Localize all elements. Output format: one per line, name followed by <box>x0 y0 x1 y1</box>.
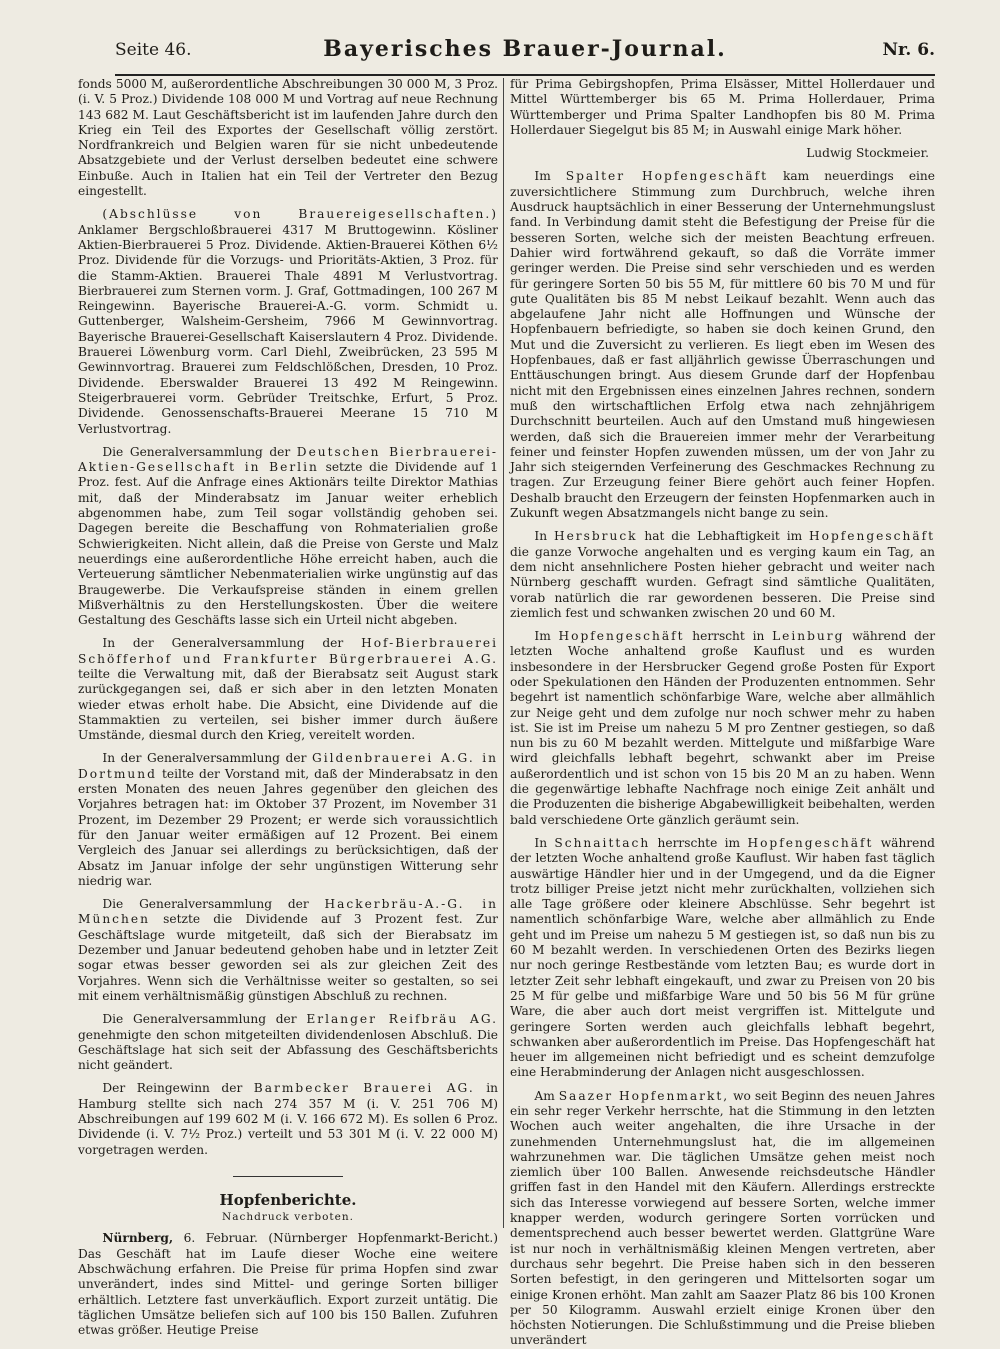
paragraph-text: hat die Lebhaftigkeit im <box>644 529 803 544</box>
article-paragraph: fonds 5000 M, außerordentliche Abschreibungen 30 000 M, 3 Proz. (i. V. 5 Proz.) Dividende 108 000 M und Vortrag auf neue Rechnung 143 682 M. Laut Geschäftsbericht ist im laufenden Jahre durch den Krieg ein Teil des Exportes der Gesellschaft völlig zerstört. Nordfrankreich und Belgien waren für sie nicht unbedeutende Absatzgebiete und der Verlust derselben bedeutet eine schwere Einbuße. Auch in Italien hat ein Teil der Vertreter den Bezug eingestellt. <box>78 77 498 199</box>
paragraph-text: In der Generalversammlung der <box>102 751 307 766</box>
company-name: Gildenbrauerei A.G. in Dortmund <box>78 751 499 781</box>
journal-title: Bayerisches Brauer-Journal. <box>323 36 727 62</box>
paragraph-text: während der letzten Woche anhaltend große Kauflust. Wir haben fast täglich auswärtige Händler hier und in der Umgegend, und da die Eigner trotz billiger Preise jetzt nicht mehr zurückhalten, vollziehen sich alle Tage größere oder kleinere Abschlüsse. Sehr begehrt ist namentlich schönfarbige Ware, welche aber allmählich zu Ende geht und im Preise um nahezu 5 M gestiegen ist, so daß nun bis zu 60 M bezahlt werden. In verschiedenen Orten des Bezirks liegen nur noch geringe Restbestände vom letzten Bau; es wurde dort in letzter Zeit sehr lebhaft eingekauft, und zwar zu Preisen von 20 bis 25 M für gelbe und mißfarbige Ware und 50 bis 56 M für grüne Ware, die aber auch dort meist vergriffen ist. Mittelgute und geringere Sorten werden auch gleichfalls lebhaft begehrt, schwanken aber außerordentlich im Preise. Das Hopfengeschäft hat heuer im allgemeinen nicht befriedigt und es scheint demzufolge eine Herabminderung der Anlagen nicht ausgeschlossen. <box>510 835 935 1080</box>
article-paragraph <box>78 897 498 1004</box>
paragraph-text: Die Generalversammlung der <box>102 1012 297 1027</box>
section-subtitle: Nachdruck verboten. <box>222 1211 354 1224</box>
paragraph-text: Am <box>534 1088 555 1103</box>
paragraph-text: teilte die Verwaltung mit, daß der Bierabsatz seit August stark zurückgegangen sei, daß er sich aber in den letzten Monaten wieder etwas erholt habe. Die Absicht, eine Dividende auf die Stammaktien zu verteilen, sei bisher immer durch äußere Umstände, diesmal durch den Krieg, vereitelt worden. <box>78 666 498 743</box>
left-column <box>78 77 499 1338</box>
article-paragraph <box>78 751 498 889</box>
article-paragraph <box>510 529 935 621</box>
paragraph-text: In <box>534 529 548 544</box>
section-divider <box>233 1176 343 1177</box>
company-name: Hof-Bierbrauerei Schöfferhof und Frankfurter Bürgerbrauerei A.G. <box>78 636 499 666</box>
paragraph-text: Die Generalversammlung der <box>102 897 309 912</box>
market-name: Leinburg <box>772 629 845 644</box>
paragraph-text: Die Generalversammlung der <box>102 444 291 459</box>
section-heading-inline: (Abschlüsse von Brauereigesellschaften.) <box>102 207 498 222</box>
paragraph-text: setzte die Dividende auf 3 Prozent fest. Zur Geschäftslage wurde mitgeteilt, daß sich der Bierabsatz im Dezember und Januar bedeutend gehoben habe und in letzter Zeit sogar etwas besser geworden sei als zur gleichen Zeit des Vorjahres. Wenn sich die Verhältnisse weiter so gestalten, so sei mit einem verhältnismäßig günstigen Abschluß zu rechnen. <box>78 912 499 1003</box>
market-name: Spalter Hopfengeschäft <box>565 169 769 184</box>
paragraph-text: genehmigte den schon mitgeteilten dividendenlosen Abschluß. Die Geschäftslage hat sich seit der Abfassung des Geschäftsberichts nicht geändert. <box>78 1027 498 1073</box>
market-name: Hopfengeschäft <box>558 629 685 644</box>
article-paragraph <box>78 636 498 743</box>
issue-number: Nr. 6. <box>882 40 935 60</box>
paragraph-text: In der Generalversammlung der <box>102 636 344 651</box>
market-name: Schnaittach <box>554 835 651 850</box>
company-name: Deutschen Bierbrauerei-Aktien-Gesellschaft in Berlin <box>78 444 498 475</box>
article-paragraph <box>78 1231 498 1338</box>
paragraph-text: setzte die Dividende auf 1 Proz. fest. Auf die Anfrage eines Aktionärs teilte Direktor Mathias mit, daß der Minderabsatz im Januar weiter erheblich abgenommen habe, zum Teil sogar vollständig gehoben sei. Dagegen bereite die Beschaffung von Rohmaterialien große Schwierigkeiten. Nicht allein, daß die Preise von Gerste und Malz neuerdings eine außerordentliche Höhe erreicht haben, auch die Verteuerung sämtlicher Nebenmaterialien wirke ungünstig auf das Braugewerbe. Die Verkaufspreise ständen in einem grellen Mißverhältnis zu den Herstellungskosten. Über die weitere Gestaltung des Geschäfts lasse sich ein Urteil nicht abgeben. <box>78 460 498 628</box>
article-paragraph <box>510 629 935 828</box>
page-number: Seite 46. <box>115 40 192 60</box>
article-paragraph <box>510 836 935 1081</box>
paragraph-text: teilte der Vorstand mit, daß der Minderabsatz in den ersten Monaten des neuen Jahres gegenüber den gleichen des Vorjahres betragen hat: im Oktober 37 Prozent, im November 31 Prozent, im Dezember 29 Prozent; er werde sich voraussichtlich für den Januar weiter ermäßigen auf 12 Prozent. Bei einem Vergleich des Januar sei allerdings zu berücksichtigen, daß der Absatz im Januar infolge der sehr ungünstigen Witterung sehr niedrig war. <box>78 766 499 888</box>
article-paragraph: für Prima Gebirgshopfen, Prima Elsässer, Mittel Hollerdauer und Mittel Württemberger bis 65 M. Prima Hollerdauer, Prima Württemberger und Prima Spalter Landhopfen bis 80 M. Prima Hollerdauer Siegelgut bis 85 M; in Auswahl einige Mark höher. <box>510 77 935 137</box>
right-column <box>510 77 936 1348</box>
market-name: Hopfengeschäft <box>809 529 935 544</box>
company-name: Barmbecker Brauerei AG. <box>253 1081 475 1096</box>
article-paragraph <box>78 1081 498 1157</box>
paragraph-text: 6. Februar. (Nürnberger Hopfenmarkt-Bericht.) Das Geschäft hat im Laufe dieser Woche eine weitere Abschwächung erfahren. Die Preise für prima Hopfen sind zwar unverändert, indes sind Mittel- und geringe Sorten billiger erhältlich. Letztere fast unverkäuflich. Export zurzeit untätig. Die täglichen Umsätze beliefen sich auf 100 bis 150 Ballen. Zufuhren etwas größer. Heutige Preise <box>78 1231 499 1338</box>
page-header <box>115 34 935 76</box>
paragraph-text: in Hamburg stellte sich nach 274 357 M (i. V. 251 706 M) Abschreibungen auf 199 602 M (i. V. 166 672 M). Es sollen 6 Proz. Dividende (i. V. 7½ Proz.) verteilt und 53 301 M (i. V. 22 000 M) vorgetragen werden. <box>78 1081 499 1157</box>
company-name: Erlanger Reifbräu AG. <box>306 1012 498 1027</box>
paragraph-text: Im <box>534 169 551 184</box>
market-name: Hopfengeschäft <box>747 835 874 850</box>
article-paragraph <box>78 207 498 436</box>
column-rule <box>503 78 504 1228</box>
paragraph-text: Anklamer Bergschloßbrauerei 4317 M Bruttogewinn. Kösliner Aktien-Bierbrauerei 5 Proz. Dividende. Aktien-Brauerei Köthen 6½ Proz. Dividende für die Vorzugs- und Prioritäts-Aktien, 3 Proz. für die Stamm-Aktien. Brauerei Thale 4891 M Verlustvortrag. Bierbrauerei zum Sternen vorm. J. Graf, Gottmadingen, 100 267 M Reingewinn. Bayerische Brauerei-A.-G. vorm. Schmidt u. Guttenberger, Walsheim-Gersheim, 7966 M Gewinnvortrag. Bayerische Brauerei-Gesellschaft Kaiserslautern 4 Proz. Dividende. Brauerei Löwenburg vorm. Carl Diehl, Zweibrücken, 23 595 M Gewinnvortrag. Brauerei zum Feldschlößchen, Dresden, 10 Proz. Dividende. Eberswalder Brauerei 13 492 M Reingewinn. Steigerbrauerei vorm. Gebrüder Treitschke, Erfurt, 5 Proz. Dividende. Genossenschafts-Brauerei Meerane 15 710 M Verlustvortrag. <box>78 222 498 436</box>
article-paragraph <box>78 445 498 629</box>
paragraph-text: herrscht in <box>692 629 765 644</box>
article-paragraph <box>510 1089 935 1349</box>
market-name: Saazer Hopfenmarkt, <box>558 1088 730 1103</box>
paragraph-text: während der letzten Woche anhaltend große Kauflust und es wurden insbesondere in der Hersbrucker Gegend große Posten für Export oder Spekulationen den Händen der Produzenten entnommen. Sehr begehrt ist namentlich schönfarbige Ware, welche aber allmählich zur Neige geht und dem zufolge nur noch schwer mehr zu haben ist. Sie ist im Preise um nahezu 5 M pro Zentner gestiegen, so daß nun bis zu 60 M bezahlt werden. Mittelgute und mißfarbige Ware wird gleichfalls lebhaft begehrt, schwankt aber im Preise außerordentlich und ist schon von 15 bis 20 M an zu haben. Wenn die gegenwärtige lebhafte Nachfrage noch einige Zeit anhält und die Produzenten die bisherige Abgabewilligkeit beibehalten, werden bald verschiedene Orte gänzlich geräumt sein. <box>510 629 936 827</box>
market-name: Hersbruck <box>553 529 638 544</box>
company-name: Hackerbräu-A.-G. in München <box>78 897 498 927</box>
paragraph-text: wo seit Beginn des neuen Jahres ein sehr reger Verkehr herrschte, hat die Stimmung in den letzten Wochen auch weiter angehalten, die ihre Ursache in der zunehmenden Unternehmungslust hat, die im allgemeinen wahrzunehmen war. Die täglichen Umsätze gehen meist noch ziemlich über 100 Ballen. Anwesende reichsdeutsche Händler griffen fast in den Handel mit den Käufern. Allerdings erstreckte sich das Interesse vorwiegend auf bessere Sorten, welche immer knapper werden, wodurch geringere Sorten vorrücken und dementsprechend auch besser bewertet werden. Glattgrüne Ware ist nur noch in verhältnismäßig kleinen Mengen vertreten, aber durchaus sehr begehrt. Die Preise haben sich in den besseren Sorten befestigt, in den geringeren und Mittelsorten sogar um einige Kronen erhöht. Man zahlt am Saazer Platz 86 bis 100 Kronen per 50 Kilogramm. Auswahl erzielt einige Kronen über den höchsten Notierungen. Die Schlußstimmung und die Preise blieben unverändert <box>510 1088 935 1348</box>
author-signature: Ludwig Stockmeier. <box>806 146 929 161</box>
article-paragraph <box>78 1012 498 1073</box>
report-place: Nürnberg, <box>102 1231 174 1246</box>
paragraph-text: Der Reingewinn der <box>102 1081 243 1096</box>
paragraph-text: In <box>534 835 548 850</box>
paragraph-text: herrschte im <box>657 835 741 850</box>
paragraph-text: Im <box>534 629 551 644</box>
section-title: Hopfenberichte. <box>219 1190 357 1209</box>
article-paragraph <box>510 169 935 521</box>
paragraph-text: die ganze Vorwoche angehalten und es verging kaum ein Tag, an dem nicht ansehnlichere Posten hieher gebracht und weiter nach Nürnberg geschafft wurden. Gefragt sind sämtliche Qualitäten, vorab natürlich die rar gewordenen besseren. Die Preise sind ziemlich fest und schwanken zwischen 20 und 60 M. <box>510 544 935 620</box>
paragraph-text: kam neuerdings eine zuversichtlichere Stimmung zum Durchbruch, welche ihren Ausdruck hauptsächlich in einer Besserung der Unternehmungslust fand. In Verbindung damit steht die Befestigung der Preise für die besseren Sorten, welche sich der meisten Beachtung erfreuen. Dahier wird fortwährend gekauft, so daß die Vorräte immer geringer werden. Die Preise sind sehr verschieden und es werden für geringere Sorten 50 bis 55 M, für mittlere 60 bis 70 M und für gute Qualitäten bis 85 M nebst Leikauf bezahlt. Wenn auch das abgelaufene Jahr nicht alle Hoffnungen und Wünsche der Hopfenbauern befriedigte, so haben sie doch keinen Grund, den Mut und die Zuversicht zu verlieren. Es liegt eben im Wesen des Hopfenbaues, daß er fast alljährlich gewisse Überraschungen und Enttäuschungen bringt. Aus diesem Grunde darf der Hopfenbau nicht mit den Ergebnissen eines einzelnen Jahres rechnen, sondern muß den wirtschaftlichen Erfolg etwa nach zehnjährigem Durchschnitt beurteilen. Auch auf den Umstand muß hingewiesen werden, daß sich die Brauereien immer mehr der Verarbeitung feiner und feinster Hopfen zuwenden müssen, um der von Jahr zu Jahr sich steigernden Verfeinerung des Geschmackes Rechnung zu tragen. Zur Erzeugung feiner Biere gehört auch feiner Hopfen. Deshalb braucht den Erzeugern der feinsten Hopfenmarken auch in Zukunft wegen Absatzmangels nicht bange zu sein. <box>510 169 935 521</box>
